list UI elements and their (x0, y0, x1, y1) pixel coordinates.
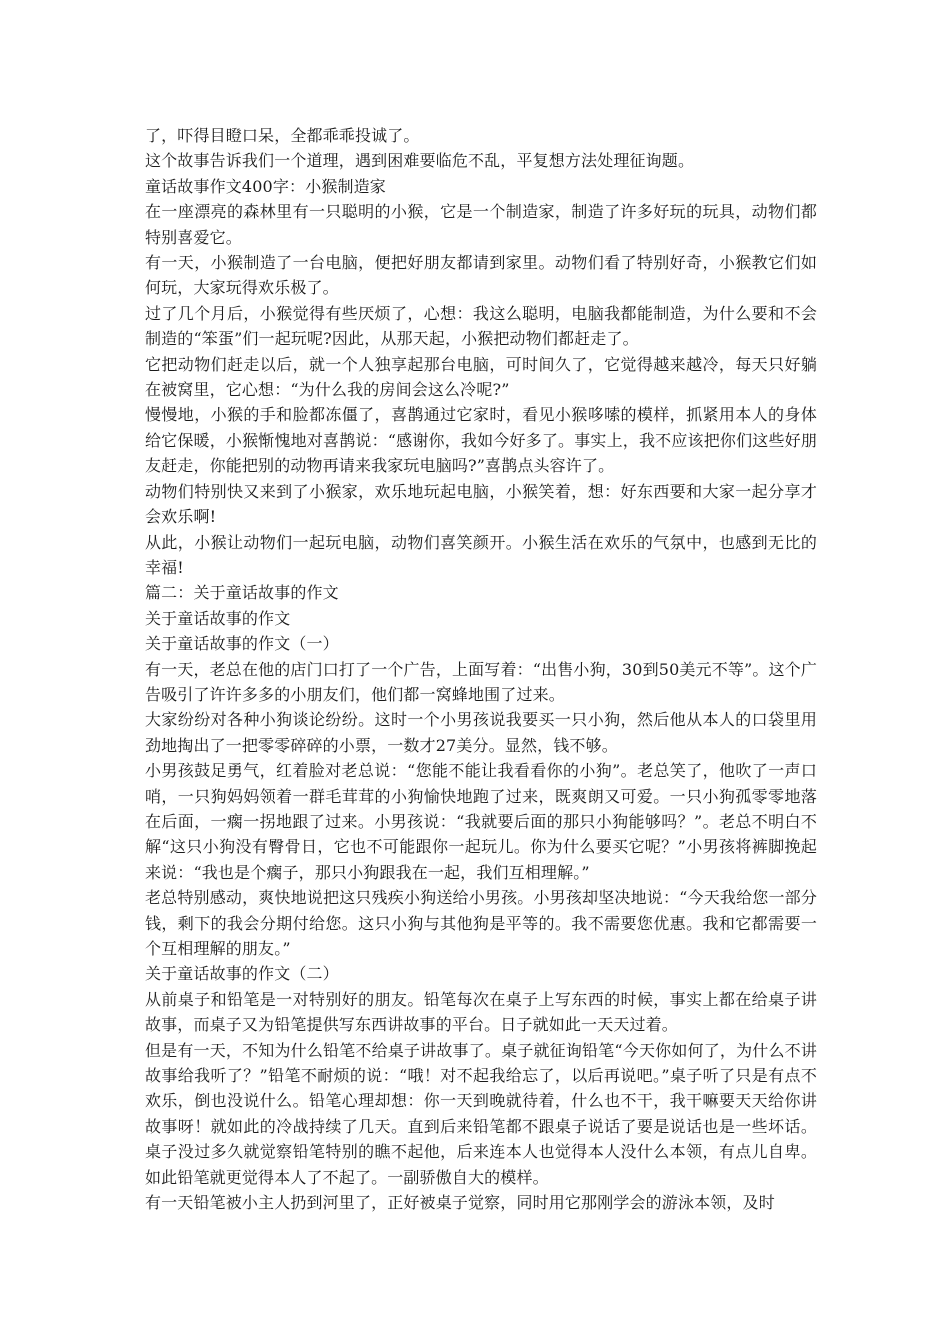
paragraph-monkey-computer: 有一天，小猴制造了一台电脑，便把好朋友都请到家里。动物们看了特别好奇，小猴教它们如何玩，大家玩得欢乐极了。 (145, 253, 817, 298)
heading-essay-one: 关于童话故事的作文（一） (145, 634, 339, 654)
paragraph-puppy-ending: 老总特别感动，爽快地说把这只残疾小狗送给小男孩。小男孩却坚决地说：“今天我给您一部分钱，剩下的我会分期付给您。这只小狗与其他狗是平等的。我不需要您优惠。我和它都需要一个互相理解的朋友。” (145, 888, 817, 958)
heading-part-two: 篇二：关于童话故事的作文 (145, 583, 339, 603)
paragraph-desk-pencil-friends: 从前桌子和铅笔是一对特别好的朋友。铅笔每次在桌子上写东西的时候，事实上都在给桌子讲故事，而桌子又为铅笔提供写东西讲故事的平台。日子就如此一天天过着。 (145, 989, 817, 1035)
paragraph-monkey-happy: 从此，小猴让动物们一起玩电脑，动物们喜笑颜开。小猴生活在欢乐的气氛中，也感到无比的幸福! (145, 532, 817, 577)
heading-fairy-tale-essay: 关于童话故事的作文 (145, 608, 291, 628)
paragraph-monkey-bored: 过了几个月后，小猴觉得有些厌烦了，心想：我这么聪明，电脑我都能制造，为什么要和不会制造的“笨蛋”们一起玩呢?因此，从那天起，小猴把动物们都赶走了。 (145, 303, 817, 349)
heading-monkey-inventor: 童话故事作文400字：小猴制造家 (145, 176, 386, 196)
paragraph-animals-return: 动物们特别快又来到了小猴家，欢乐地玩起电脑，小猴笑着，想：好东西要和大家一起分享才会欢乐啊! (145, 481, 817, 527)
paragraph-pencil-river: 有一天铅笔被小主人扔到河里了，正好被桌子觉察，同时用它那刚学会的游泳本领，及时 (145, 1193, 775, 1213)
paragraph-magpie: 慢慢地，小猴的手和脸都冻僵了，喜鹊通过它家时，看见小猴哆嗦的模样，抓紧用本人的身体给它保暖，小猴惭愧地对喜鹊说：“感谢你，我如今好多了。事实上，我不应该把你们这些好朋友赶走，你能把别的动物再请来我家玩电脑吗?”喜鹊点头容许了。 (145, 405, 817, 476)
paragraph-puppy-money: 大家纷纷对各种小狗谈论纷纷。这时一个小男孩说我要买一只小狗，然后他从本人的口袋里用劲地掏出了一把零零碎碎的小票，一数才27美分。显然，钱不够。 (145, 710, 817, 755)
paragraph-puppy-choice: 小男孩鼓足勇气，红着脸对老总说：“您能不能让我看看你的小狗”。老总笑了，他吹了一声口哨，一只狗妈妈领着一群毛茸茸的小狗愉快地跑了过来，既爽朗又可爱。一只小狗孤零零地落在后面，一瘸一拐地跟了过来。小男孩说：“我就要后面的那只小狗能够吗？”。老总不明白不解“这只小狗没有臀骨日，它也不可能跟你一起玩儿。你为什么要买它呢？”小男孩将裤脚挽起来说：“我也是个瘸子，那只小狗跟我在一起，我们互相理解。” (145, 761, 817, 882)
document-page (145, 123, 817, 1215)
paragraph-moral: 这个故事告诉我们一个道理，遇到困难要临危不乱，平复想方法处理征询题。 (145, 151, 695, 171)
paragraph-monkey-intro: 在一座漂亮的森林里有一只聪明的小猴，它是一个制造家，制造了许多好玩的玩具，动物们都特别喜爱它。 (145, 202, 817, 247)
heading-essay-two: 关于童话故事的作文（二） (145, 964, 339, 984)
paragraph-story-ending: 了，吓得目瞪口呆，全都乖乖投诚了。 (145, 126, 420, 145)
paragraph-puppy-ad: 有一天，老总在他的店门口打了一个广告，上面写着：“出售小狗，30到50美元不等”。这个广告吸引了许许多多的小朋友们，他们都一窝蜂地围了过来。 (145, 659, 817, 704)
paragraph-monkey-alone: 它把动物们赶走以后，就一个人独享起那台电脑，可时间久了，它觉得越来越冷，每天只好躺在被窝里，它心想：“为什么我的房间会这么冷呢?” (145, 354, 817, 400)
paragraph-desk-pencil-conflict: 但是有一天，不知为什么铅笔不给桌子讲故事了。桌子就征询铅笔“今天你如何了，为什么不讲故事给我听了？”铅笔不耐烦的说：“哦！对不起我给忘了，以后再说吧。”桌子听了只是有点不欢乐，倒也没说什么。铅笔心理却想：你一天到晚就待着，什么也不干，我干嘛要天天给你讲故事呀！就如此的冷战持续了几天。直到后来铅笔都不跟桌子说话了要是说话也是一些坏话。桌子没过多久就觉察铅笔特别的瞧不起他，后来连本人也觉得本人没什么本领，有点儿自卑。如此铅笔就更觉得本人了不起了。一副骄傲自大的模样。 (145, 1040, 817, 1187)
